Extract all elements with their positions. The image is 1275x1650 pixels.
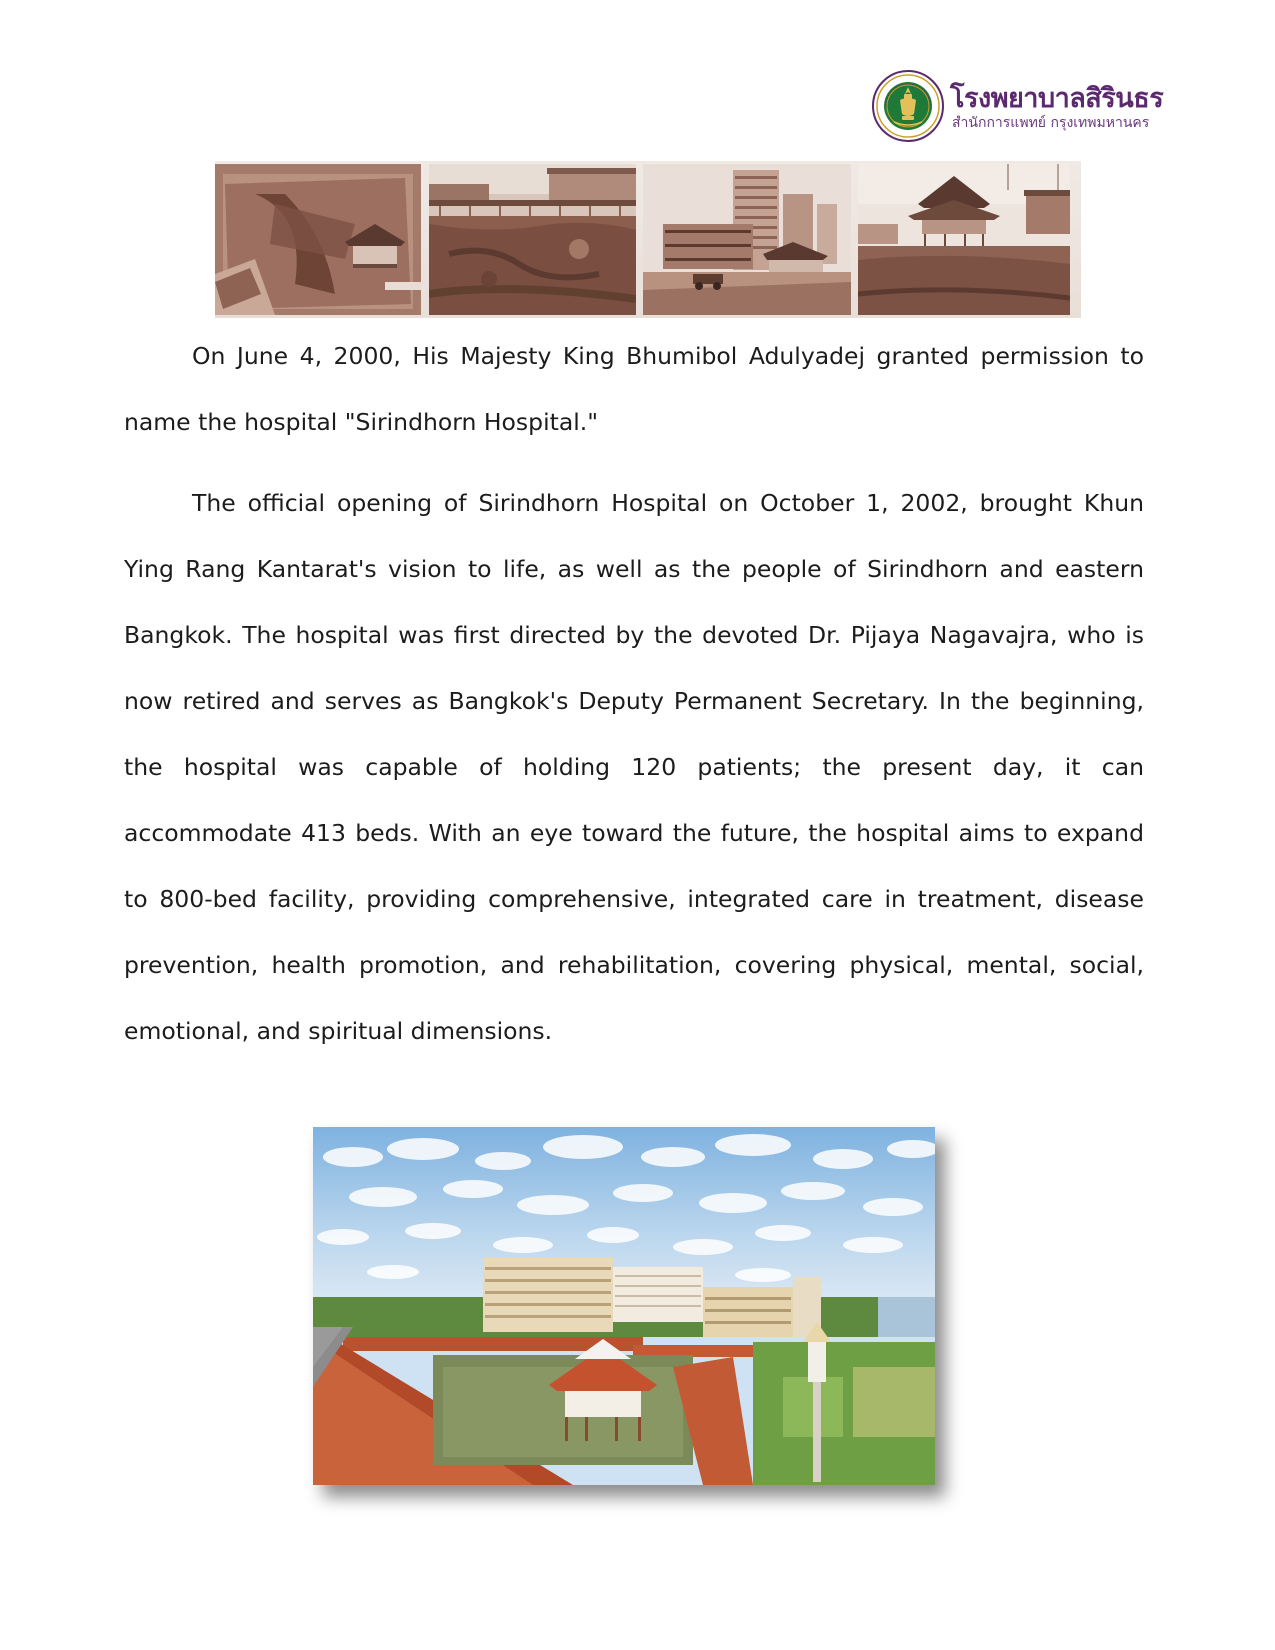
- construction-photo-strip: [215, 161, 1081, 318]
- construction-photo-2: [429, 164, 636, 315]
- hospital-logo: [872, 70, 1164, 150]
- paragraph-1-text: On June 4, 2000, His Majesty King Bhumibol Adulyadej granted permission to name the hospital "Sirindhorn Hospital.": [124, 342, 1144, 436]
- paragraph-2: [124, 470, 1144, 1064]
- hospital-aerial-photo: [313, 1127, 935, 1485]
- construction-photo-1: [215, 164, 421, 315]
- logo-subtitle: สำนักการแพทย์ กรุงเทพมหานคร: [952, 115, 1150, 131]
- construction-photo-3: [643, 164, 851, 315]
- construction-photo-4: [858, 164, 1070, 315]
- paragraph-2-text: The official opening of Sirindhorn Hospital on October 1, 2002, brought Khun Ying Rang Kantarat's vision to life, as well as the people of Sirindhorn and eastern Bangkok. The hospital was first directed by the devoted Dr. Pijaya Nagavajra, who is now retired and serves as Bangkok's Deputy Permanent Secretary. In the beginning, the hospital was capable of holding 120 patients; the present day, it can accommodate 413 beds. With an eye toward the future, the hospital aims to expand to 800-bed facility, providing comprehensive, integrated care in treatment, disease prevention, health promotion, and rehabilitation, covering physical, mental, social, emotional, and spiritual dimensions.: [124, 489, 1144, 1045]
- logo-title: โรงพยาบาลสิรินธร: [950, 83, 1164, 114]
- paragraph-1: [124, 323, 1144, 455]
- hospital-seal-icon: [872, 70, 944, 142]
